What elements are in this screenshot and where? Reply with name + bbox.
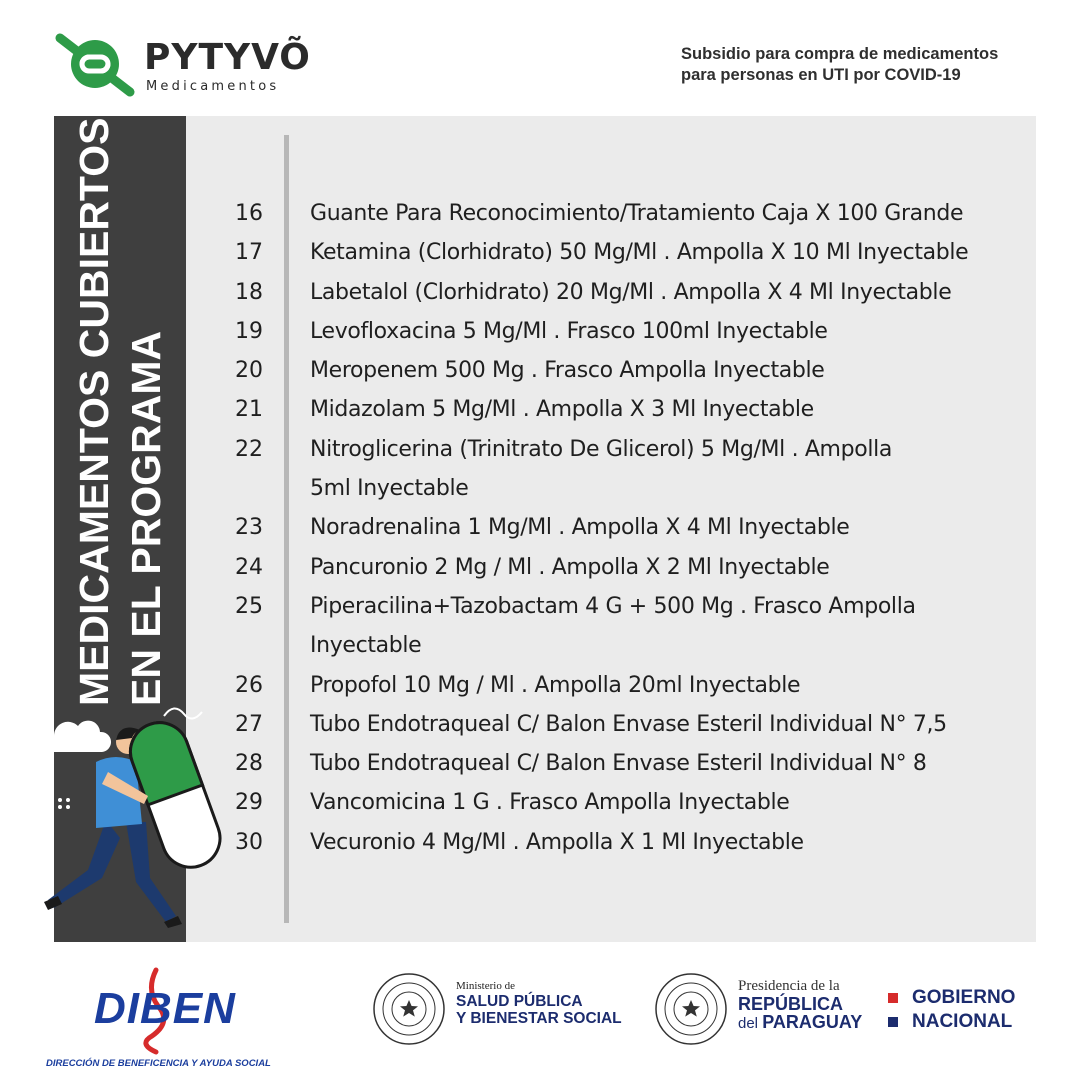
subtitle-line-1: Subsidio para compra de medicamentos (681, 45, 999, 63)
item-name (310, 312, 990, 351)
list-item (220, 587, 1030, 666)
ministry-line-1: SALUD PÚBLICA (456, 993, 583, 1010)
diben-wordmark: DIBEN (94, 984, 236, 1033)
item-number: 29 (235, 790, 263, 816)
item-name (310, 666, 990, 705)
ministry-small: Ministerio de (456, 980, 515, 992)
presidency-del: del (738, 1015, 759, 1032)
item-number: 16 (235, 201, 263, 226)
list-item (220, 351, 1030, 390)
blue-square-icon (888, 1017, 898, 1027)
item-number: 28 (235, 751, 263, 777)
presidency-seal-icon (654, 972, 728, 1046)
item-number: 21 (235, 397, 263, 423)
item-name-line: Ketamina (Clorhidrato) 50 Mg/Ml . Ampolla X 10 Ml Inyectable (310, 240, 969, 266)
pill-logo-icon (52, 30, 138, 98)
list-item (220, 666, 1030, 705)
item-number: 25 (235, 593, 263, 619)
diben-caption: DIRECCIÓN DE BENEFICENCIA Y AYUDA SOCIAL (46, 1058, 271, 1069)
item-name (310, 273, 990, 312)
brand-name: PYTYVÕ (144, 37, 311, 78)
item-name (310, 783, 990, 822)
item-name (310, 194, 990, 233)
item-name-line: Propofol 10 Mg / Ml . Ampolla 20ml Inyectable (310, 672, 801, 698)
item-name (310, 233, 990, 272)
footer (0, 950, 1080, 1080)
brand-subname: Medicamentos (146, 79, 280, 94)
list-item (220, 430, 1030, 509)
item-name (310, 705, 990, 744)
presidency-logo (738, 978, 862, 1032)
item-number: 23 (235, 515, 263, 541)
item-name-line: Nitroglicerina (Trinitrato De Glicerol) 5 Mg/Ml . Ampolla (310, 436, 893, 462)
presidency-line-2: REPÚBLICA (738, 994, 844, 1014)
item-name-line: Labetalol (Clorhidrato) 20 Mg/Ml . Ampolla X 4 Ml Inyectable (310, 279, 952, 305)
list-item (220, 783, 1030, 822)
item-name-line: Tubo Endotraqueal C/ Balon Envase Esteril Individual N° 8 (310, 751, 927, 777)
list-item (220, 705, 1030, 744)
list-item (220, 233, 1030, 272)
item-name-line: Guante Para Reconocimiento/Tratamiento Caja X 100 Grande (310, 201, 964, 226)
item-number: 17 (235, 240, 263, 266)
item-number: 24 (235, 554, 263, 580)
presidency-paraguay: PARAGUAY (762, 1012, 863, 1032)
ministry-line-2: Y BIENESTAR SOCIAL (456, 1010, 622, 1027)
item-name (310, 390, 990, 429)
item-name-line: Meropenem 500 Mg . Frasco Ampolla Inyectable (310, 358, 825, 384)
vertical-title-line-1: MEDICAMENTOS CUBIERTOS (71, 117, 117, 706)
item-name-line: Piperacilina+Tazobactam 4 G + 500 Mg . Frasco Ampolla (310, 593, 916, 619)
list-item (220, 390, 1030, 429)
gobierno-nacional-logo (888, 986, 1015, 1034)
item-name-line: Levofloxacina 5 Mg/Ml . Frasco 100ml Inyectable (310, 318, 828, 344)
item-number: 19 (235, 318, 263, 344)
list-item (220, 508, 1030, 547)
presidency-line-3 (738, 1014, 862, 1032)
item-name (310, 508, 990, 547)
gov-line-1: GOBIERNO (912, 987, 1016, 1008)
item-name-line: Pancuronio 2 Mg / Ml . Ampolla X 2 Ml Inyectable (310, 554, 830, 580)
item-name (310, 744, 990, 783)
header-subtitle (625, 44, 1025, 86)
item-number: 26 (235, 672, 263, 698)
item-name-line: Inyectable (310, 633, 422, 659)
ministry-logo (456, 980, 622, 1027)
presidency-line-1: Presidencia de la (738, 978, 840, 994)
pytyvo-logo (52, 30, 322, 100)
subtitle-line-2: para personas en UTI por COVID-19 (681, 66, 961, 84)
vertical-title (54, 116, 186, 716)
item-name (310, 587, 990, 666)
person-carrying-pill-illustration (36, 690, 226, 940)
gov-line-2: NACIONAL (912, 1011, 1013, 1032)
item-name-line: Vancomicina 1 G . Frasco Ampolla Inyectable (310, 790, 790, 816)
item-name-line: 5ml Inyectable (310, 476, 469, 502)
list-item (220, 823, 1030, 862)
list-item (220, 548, 1030, 587)
list-item (220, 273, 1030, 312)
list-item (220, 744, 1030, 783)
item-name-line: Noradrenalina 1 Mg/Ml . Ampolla X 4 Ml Inyectable (310, 515, 850, 541)
medicine-list (220, 194, 1030, 862)
red-square-icon (888, 993, 898, 1003)
item-name (310, 548, 990, 587)
item-name (310, 430, 990, 509)
national-seal-icon (372, 972, 446, 1046)
item-name-line: Tubo Endotraqueal C/ Balon Envase Esteril Individual N° 7,5 (310, 711, 947, 737)
item-name (310, 351, 990, 390)
list-item (220, 312, 1030, 351)
diben-logo (46, 962, 306, 1072)
item-name-line: Vecuronio 4 Mg/Ml . Ampolla X 1 Ml Inyectable (310, 829, 804, 855)
list-item (220, 194, 1030, 233)
item-number: 27 (235, 711, 263, 737)
item-name (310, 823, 990, 862)
item-number: 18 (235, 279, 263, 305)
item-number: 20 (235, 358, 263, 384)
item-number: 30 (235, 829, 263, 855)
vertical-title-line-2: EN EL PROGRAMA (123, 330, 169, 706)
item-name-line: Midazolam 5 Mg/Ml . Ampolla X 3 Ml Inyectable (310, 397, 814, 423)
item-number: 22 (235, 436, 263, 462)
